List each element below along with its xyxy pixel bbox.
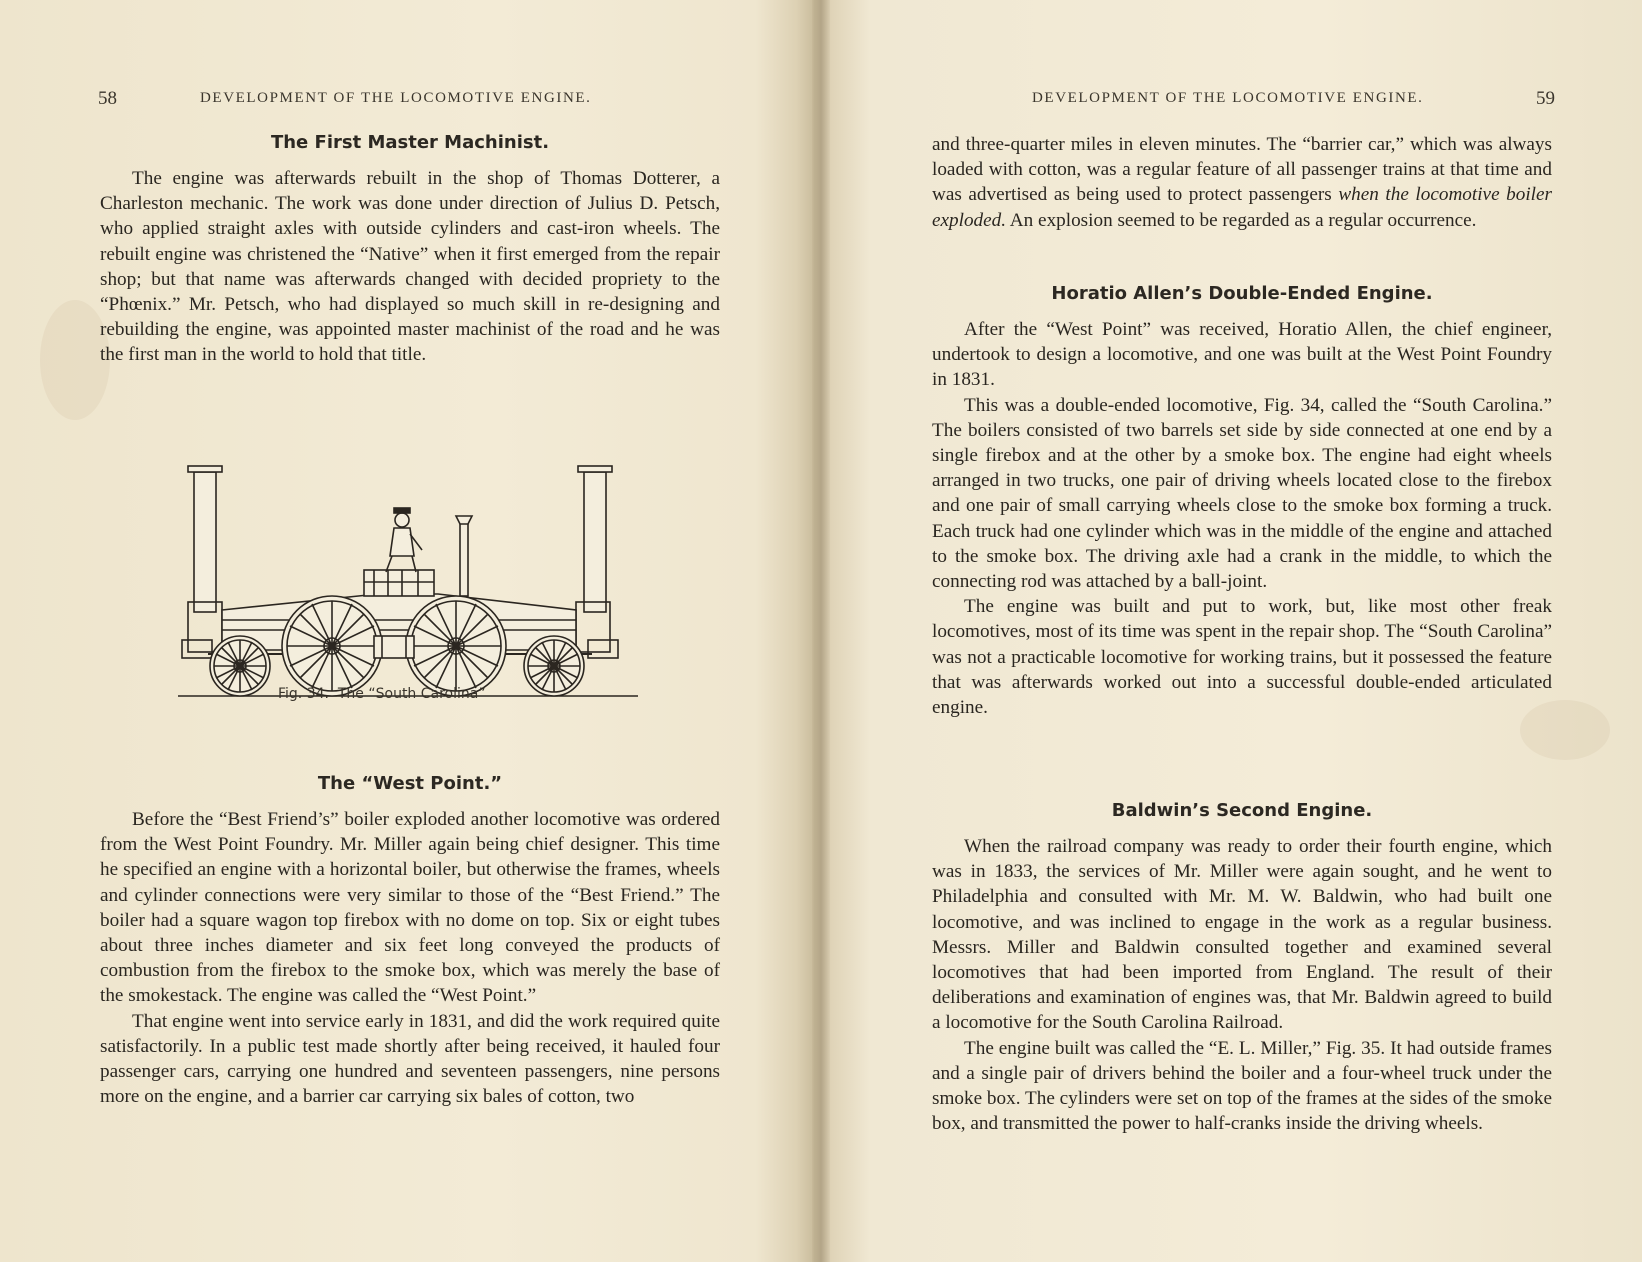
paragraph: The engine built was called the “E. L. Miller,” Fig. 35. It had outside frames and a single pair of drivers behind the boiler and a four-wheel truck under the smoke box. The cylinders were set on top of the frames at the sides of the smoke box, and transmitted the power to half-cranks inside the driving wheels. xyxy=(932,1037,1552,1135)
section-title: The “West Point.” xyxy=(317,773,503,794)
figure-caption: Fig. 34. The “South Carolina” xyxy=(278,686,486,702)
paragraph: After the “West Point” was received, Horatio Allen, the chief engineer, undertook to design a locomotive, and one was built at the West Point Foundry in 1831. xyxy=(932,319,1552,391)
running-head: DEVELOPMENT OF THE LOCOMOTIVE ENGINE. xyxy=(200,90,592,106)
section-baldwin xyxy=(932,800,1552,1136)
book-gutter xyxy=(812,0,830,1262)
section-horatio-allen xyxy=(932,283,1552,720)
south-carolina-locomotive-engraving-icon xyxy=(178,460,642,700)
section-title: The First Master Machinist. xyxy=(270,132,550,153)
section-title: Horatio Allen’s Double-Ended Engine. xyxy=(1051,283,1433,304)
page-number: 58 xyxy=(98,88,117,109)
paragraph: Before the “Best Friend’s” boiler exploded another locomotive was ordered from the West Point Foundry. Mr. Miller again being chief designer. This time he specified an engine with a horizontal boiler, but otherwise the frames, wheels and cylinder connections were very similar to those of the “Best Friend.” The boiler had a square wagon top firebox with no dome on top. Six or eight tubes about three inches diameter and six feet long conveyed the products of combustion from the firebox to the smoke box, which was merely the base of the smokestack. The engine was called the “West Point.” xyxy=(100,809,720,1007)
section-west-point xyxy=(100,773,720,1109)
italic-text: when the locomotive boiler exploded. xyxy=(932,184,1552,231)
section-first-master-machinist xyxy=(100,132,720,368)
paragraph xyxy=(932,132,1552,233)
section-title: Baldwin’s Second Engine. xyxy=(1111,800,1373,821)
paragraph: This was a double-ended locomotive, Fig. 34, called the “South Carolina.” The boilers consisted of two barrels set side by side connected at one end by a single firebox and at the other by a smoke box. The engine had eight wheels arranged in two trucks, one pair of driving wheels located close to the firebox and one pair of small carrying wheels close to the smoke box forming a truck. Each truck had one cylinder which was in the middle of the engine and attached to the smoke box. The driving axle had a crank in the middle, to which the connecting rod was attached by a ball-joint. xyxy=(932,394,1552,593)
section-continuation xyxy=(932,132,1552,233)
running-head: DEVELOPMENT OF THE LOCOMOTIVE ENGINE. xyxy=(1032,90,1424,106)
paragraph: That engine went into service early in 1831, and did the work required quite satisfactorily. In a public test made shortly after being received, it hauled four passenger cars, carrying one hundred and seventeen passengers, nine persons more on the engine, and a barrier car carrying six bales of cotton, two xyxy=(100,1010,720,1108)
paragraph: When the railroad company was ready to order their fourth engine, which was in 1833, the services of Mr. Miller were again sought, and he went to Philadelphia and consulted with Mr. M. W. Baldwin, who had built one locomotive, and was inclined to engage in the work as a regular business. Messrs. Miller and Baldwin consulted together and examined several locomotives that had been imported from England. The result of their deliberations and examination of engines was, that Mr. Baldwin agreed to build a locomotive for the South Carolina Railroad. xyxy=(932,836,1552,1034)
paragraph-text: An explosion seemed to be regarded as a regular occurrence. xyxy=(1006,209,1477,231)
page-number: 59 xyxy=(1536,88,1555,109)
paragraph-text: and three-quarter miles in eleven minutes. The “barrier car,” which was always loaded with cotton, was a regular feature of all passenger trains at that time and was advertised as being used to protect passengers xyxy=(932,134,1552,206)
paragraph: The engine was built and put to work, but, like most other freak locomotives, most of its time was spent in the repair shop. The “South Carolina” was not a practicable locomotive for working trains, but it possessed the feature that was afterwards worked out into a successful double-ended articulated engine. xyxy=(932,596,1552,719)
paragraph: The engine was afterwards rebuilt in the shop of Thomas Dotterer, a Charleston mechanic. The work was done under direction of Julius D. Petsch, who applied straight axles with outside cylinders and cast-iron wheels. The rebuilt engine was christened the “Native” when it first emerged from the repair shop; but that name was afterwards changed with decided propriety to the “Phœnix.” Mr. Petsch, who had displayed so much skill in re-designing and rebuilding the engine, was appointed master machinist of the road and he was the first man in the world to hold that title. xyxy=(100,168,720,366)
